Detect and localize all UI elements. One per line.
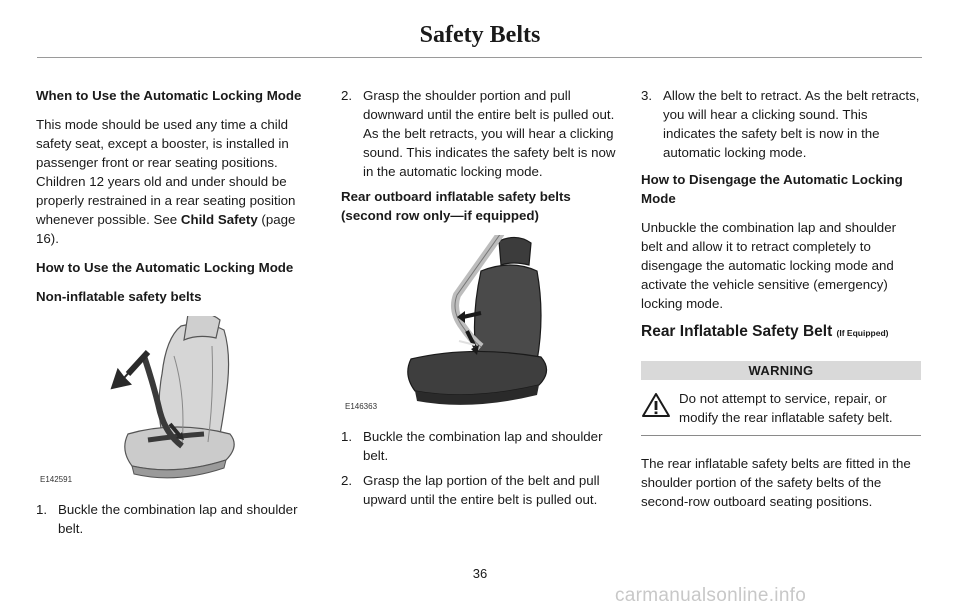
- front-seat-illustration: [36, 316, 314, 484]
- paragraph-child-seat-text: This mode should be used any time a child safety seat, except a booster, is installed in passenger front or rear seating positions. Children 12 years old and under should be properly restrained in a rear seating position whenever possible. See: [36, 117, 296, 227]
- page-reference: (page 16).: [36, 212, 296, 246]
- step-text: Grasp the lap portion of the belt and pull upward until the entire belt is pulled out.: [363, 473, 600, 507]
- seat-figure-front: [36, 316, 314, 484]
- step-1-buckle-rear: [341, 427, 617, 465]
- header-divider: [37, 57, 922, 58]
- step-number: 2.: [341, 88, 353, 103]
- heading-disengage: How to Disengage the Automatic Locking Mode: [641, 172, 903, 206]
- step-1-buckle: [36, 500, 314, 538]
- paragraph-child-seat: [36, 115, 314, 248]
- heading-how-to-use: How to Use the Automatic Locking Mode: [36, 260, 294, 275]
- child-safety-link[interactable]: Child Safety: [180, 212, 258, 227]
- rear-seat-illustration: [341, 235, 617, 411]
- section-title: Rear Inflatable Safety Belt: [641, 323, 833, 340]
- warning-divider: [641, 435, 921, 436]
- warning-header: WARNING: [641, 361, 921, 380]
- warning-text: Do not attempt to service, repair, or modify the rear inflatable safety belt.: [679, 391, 893, 425]
- step-number: 2.: [341, 473, 353, 488]
- warning-box: [641, 380, 921, 435]
- watermark: carmanualsonline.info: [615, 585, 807, 606]
- figure-code: E146363: [345, 402, 378, 411]
- paragraph-disengage: Unbuckle the combination lap and shoulder belt and allow it to retract completely to disengage the automatic locking mode and activate the vehicle sensitive (emergency) locking mode.: [641, 220, 897, 311]
- section-suffix: (If Equipped): [836, 328, 889, 338]
- step-number: 3.: [641, 88, 653, 103]
- step-number: 1.: [36, 502, 48, 517]
- column-1: [36, 86, 314, 544]
- column-2: [341, 86, 617, 515]
- heading-non-inflatable: Non-inflatable safety belts: [36, 289, 202, 304]
- step-number: 1.: [341, 429, 353, 444]
- page-title: Safety Belts: [419, 22, 541, 48]
- step-text: Buckle the combination lap and shoulder belt.: [363, 429, 603, 463]
- step-2-grasp-lap: [341, 471, 617, 509]
- figure-code: E142591: [40, 475, 73, 484]
- heading-when-to-use: When to Use the Automatic Locking Mode: [36, 88, 302, 103]
- warning-triangle-icon: [641, 392, 673, 423]
- step-3-allow-retract: [641, 86, 921, 162]
- step-text: Grasp the shoulder portion and pull downward until the entire belt is pulled out. As the belt retracts, you will hear a clicking sound. This indicates the safety belt is now in the automatic locking mode.: [363, 88, 616, 179]
- step-2-grasp-shoulder: [341, 86, 617, 181]
- step-text: Buckle the combination lap and shoulder belt.: [58, 502, 298, 536]
- paragraph-inflatable-fitted: The rear inflatable safety belts are fitted in the shoulder portion of the safety belts of the second-row outboard seating positions.: [641, 456, 911, 509]
- seat-figure-rear: [341, 235, 617, 411]
- page-number: 36: [472, 566, 488, 581]
- heading-rear-outboard: Rear outboard inflatable safety belts (second row only—if equipped): [341, 189, 571, 223]
- step-text: Allow the belt to retract. As the belt retracts, you will hear a clicking sound. This indicates the safety belt is now in the automatic locking mode.: [663, 88, 920, 160]
- column-3: [641, 86, 921, 521]
- section-rear-inflatable: [641, 323, 921, 341]
